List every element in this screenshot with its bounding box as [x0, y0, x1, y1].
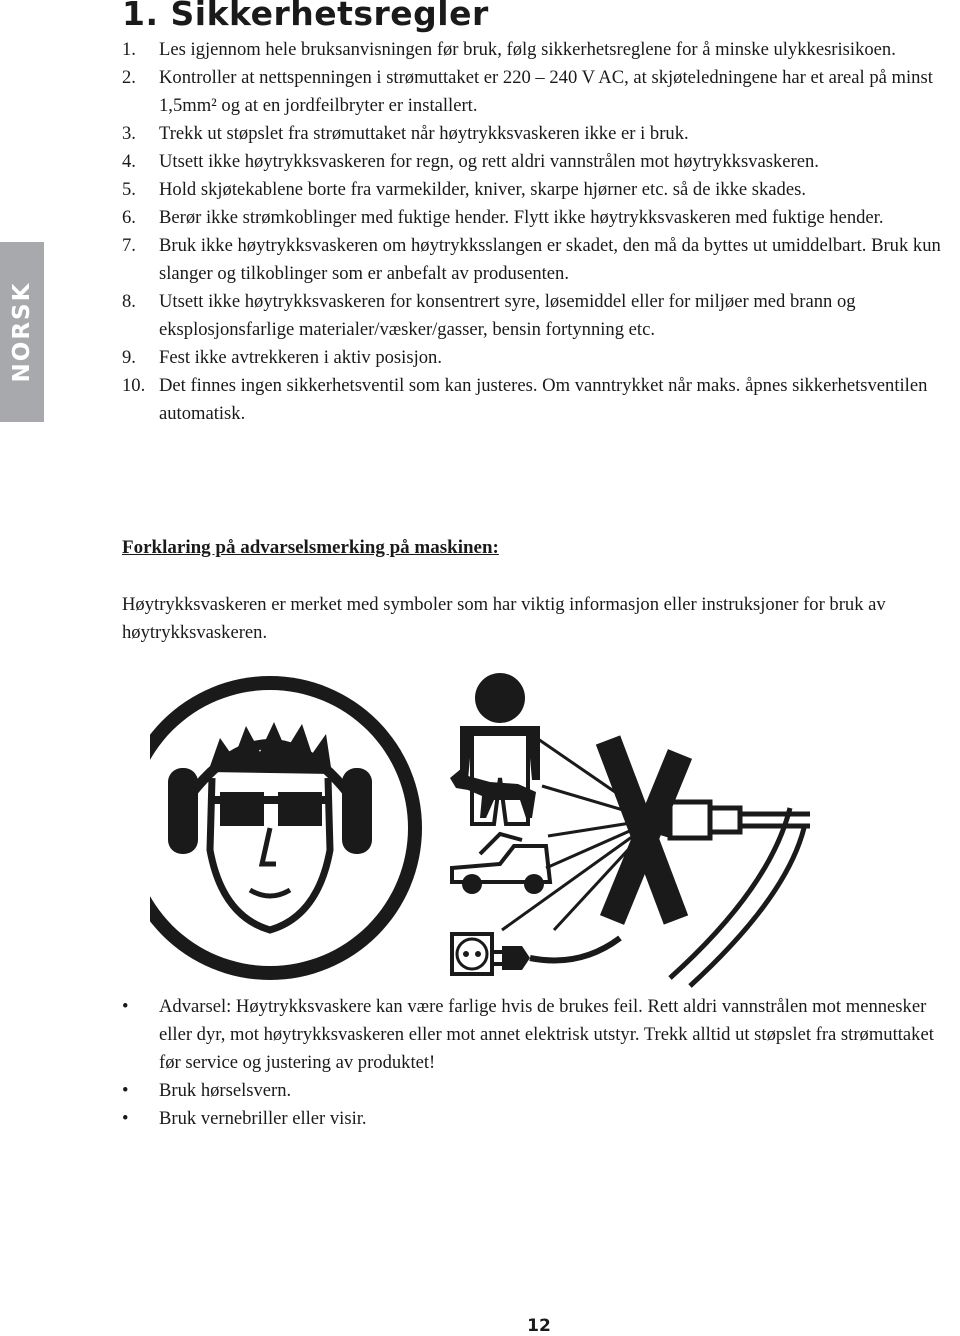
rule-text: Fest ikke avtrekkeren i aktiv posisjon.	[159, 347, 442, 368]
bullet-text: Bruk vernebriller eller visir.	[159, 1108, 367, 1129]
warning-symbols	[150, 668, 810, 988]
rule-text: Hold skjøtekablene borte fra varmekilder, kniver, skarpe hjørner etc. så de ikke skades.	[159, 179, 806, 200]
warning-bullet-list	[122, 993, 958, 1133]
rule-item	[122, 36, 958, 64]
rule-number: 1.	[122, 39, 136, 60]
intro-paragraph: Høytrykksvaskeren er merket med symboler som har viktig informasjon eller instruksjoner for bruk av høytrykksvaskeren.	[122, 594, 886, 643]
bullet-item	[122, 1077, 958, 1105]
rule-text: Bruk ikke høytrykksvaskeren om høytrykksslangen er skadet, den må da byttes ut umiddelbart. Bruk kun slanger og tilkoblinger som er anbefalt av produsenten.	[159, 235, 941, 284]
rule-text: Kontroller at nettspenningen i strømuttaket er 220 – 240 V AC, at skjøteledningene har et areal på minst 1,5mm² og at en jordfeilbryter er installert.	[159, 67, 933, 116]
rule-number: 3.	[122, 123, 136, 144]
rule-number: 7.	[122, 235, 136, 256]
rule-item	[122, 204, 958, 232]
rule-number: 4.	[122, 151, 136, 172]
bullet-text: Bruk hørselsvern.	[159, 1080, 292, 1101]
rule-item	[122, 232, 958, 288]
rule-number: 8.	[122, 291, 136, 312]
rule-number: 9.	[122, 347, 136, 368]
rule-item	[122, 344, 958, 372]
rule-text: Trekk ut støpslet fra strømuttaket når høytrykksvaskeren ikke er i bruk.	[159, 123, 689, 144]
rule-number: 10.	[122, 375, 146, 396]
bullet-dot: •	[122, 1080, 129, 1101]
section-heading: Forklaring på advarselsmerking på maskinen:	[122, 537, 499, 558]
bullet-dot: •	[122, 1108, 129, 1129]
page-title: 1. Sikkerhetsregler	[122, 0, 489, 33]
rule-item	[122, 148, 958, 176]
rule-item	[122, 372, 958, 428]
bullet-dot: •	[122, 996, 129, 1017]
rule-item	[122, 120, 958, 148]
bullet-item	[122, 993, 958, 1077]
rule-text: Det finnes ingen sikkerhetsventil som kan justeres. Om vanntrykket når maks. åpnes sikkerhetsventilen automatisk.	[159, 375, 928, 424]
bullet-text: Advarsel: Høytrykksvaskere kan være farlige hvis de brukes feil. Rett aldri vannstrålen mot mennesker eller dyr, mot høytrykksvaskeren eller mot annet elektrisk utstyr. Trekk alltid ut støpslet fra strømuttaket før service og justering av produktet!	[159, 996, 934, 1073]
rule-item	[122, 176, 958, 204]
rule-number: 2.	[122, 67, 136, 88]
language-label: NORSK	[9, 281, 35, 383]
page-number: 12	[527, 1316, 551, 1336]
rule-number: 6.	[122, 207, 136, 228]
rule-text: Berør ikke strømkoblinger med fuktige hender. Flytt ikke høytrykksvaskeren med fuktige hender.	[159, 207, 884, 228]
rule-text: Utsett ikke høytrykksvaskeren for konsentrert syre, løsemiddel eller for miljøer med brann og eksplosjonsfarlige materialer/væsker/gasser, bensin fortynning etc.	[159, 291, 856, 340]
rule-item	[122, 288, 958, 344]
bullet-item	[122, 1105, 958, 1133]
rule-item	[122, 64, 958, 120]
language-side-tab	[0, 242, 44, 422]
safety-rules-list	[122, 36, 958, 428]
rule-text: Utsett ikke høytrykksvaskeren for regn, og rett aldri vannstrålen mot høytrykksvaskeren.	[159, 151, 819, 172]
hearing-and-eye-protection-icon	[150, 676, 422, 980]
rule-text: Les igjennom hele bruksanvisningen før bruk, følg sikkerhetsreglene for å minske ulykkesrisikoen.	[159, 39, 896, 60]
rule-number: 5.	[122, 179, 136, 200]
no-spraying-at-people-animals-electrics-icon	[450, 673, 810, 986]
